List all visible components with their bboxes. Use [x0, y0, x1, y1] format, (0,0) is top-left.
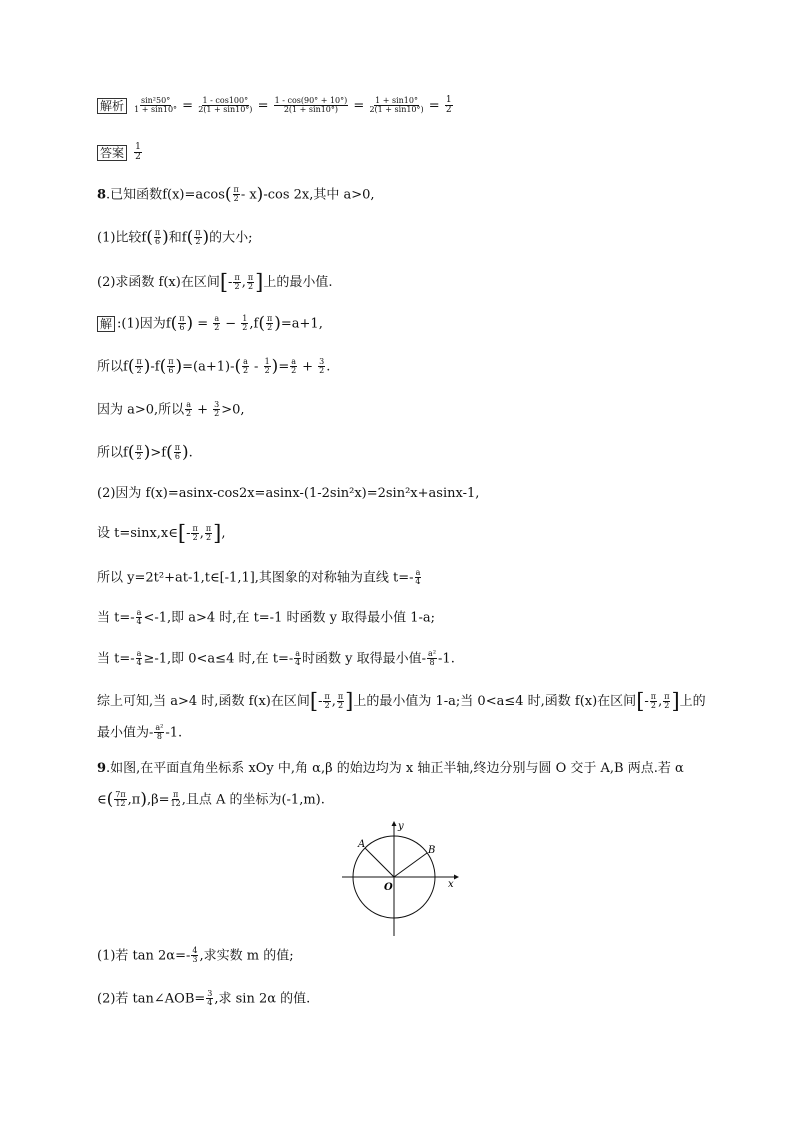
problem-8-part2: (2)求函数 f(x)在区间[- $\frac{\pi}{2}$ , $\frac{\pi}{2}$ ]上的最小值. — [97, 270, 333, 294]
fraction: $\frac{1 - \cos 100^\circ}{2(1 + \sin 10^\circ)}$ — [198, 96, 253, 115]
solution-line-8: 当 t=- $\frac{a}{4}$ <-1,即 a>4 时,在 t=-1 时函数 y 取得最小值 1-a; — [97, 608, 436, 627]
solution-line-10: 综上可知,当 a>4 时,函数 f(x)在区间[- $\frac{\pi}{2}$ , $\frac{\pi}{2}$ ]上的最小值为 1-a;当 0<a≤4 时,函数 f(x)在区间[- $\frac{\pi}{2}$ , $\frac{\pi}{2}$ ]上的 — [97, 689, 706, 713]
solution-line-3: 因为 a>0,所以 $\frac{a}{2}$ + $\frac{3}{2}$ >0, — [97, 400, 245, 419]
solution-tag: 解 — [97, 316, 115, 332]
solution-line-1: 解 :(1)因为f( $\frac{\pi}{6}$ ) = $\frac{a}{2}$ − $\frac{1}{2}$ ,f( $\frac{\pi}{2}$ )=a+1, — [97, 315, 323, 333]
fraction: $\frac{1 + \sin 10^\circ}{2(1 + \sin 10^\circ)}$ — [369, 96, 424, 115]
solution-line-6: 设 t=sinx,x∈[- $\frac{\pi}{2}$ , $\frac{\pi}{2}$ ], — [97, 521, 226, 545]
label-a: A — [358, 839, 366, 850]
fraction: $\frac{\text{sin²50°}}{1 + \sin 10^\circ}$ — [134, 96, 178, 115]
fraction: $\frac{1 - \cos(90^\circ + 10^\circ)}{2(1 + \sin 10^\circ)}$ — [274, 96, 348, 115]
answer-line — [97, 143, 143, 163]
unit-circle-figure — [338, 818, 462, 942]
solution-line-11: 最小值为- $\frac{\text{a²}}{8}$ -1. — [97, 723, 183, 742]
solution-line-4: 所以f( $\frac{\pi}{2}$ )>f( $\frac{\pi}{6}$ ). — [97, 442, 193, 463]
label-b: B — [428, 845, 436, 856]
problem-8-part1: (1)比较f( $\frac{\pi}{6}$ )和f( $\frac{\pi}{2}$ )的大小; — [97, 227, 253, 248]
problem-8-stem: 8.已知函数f(x)=acos( $\frac{\pi}{2}$ - x)-cos 2x,其中 a>0, — [97, 184, 375, 205]
solution-line-9: 当 t=- $\frac{a}{4}$ ≥-1,即 0<a≤4 时,在 t=- $\frac{a}{4}$ 时函数 y 取得最小值- $\frac{\text{a²}}{8}$ -1. — [97, 649, 455, 668]
problem-9-part1: (1)若 tan 2α=- $\frac{4}{3}$ ,求实数 m 的值; — [97, 946, 294, 965]
answer-tag: 答案 — [97, 145, 127, 161]
problem-9-stem: 9.如图,在平面直角坐标系 xOy 中,角 α,β 的始边均为 x 轴正半轴,终边分别与圆 O 交于 A,B 两点.若 α — [97, 761, 684, 776]
label-y: y — [398, 821, 404, 832]
problem-9-stem-2: ∈( $\frac{7\pi}{12}$ ,π),β= $\frac{\pi}{12}$ ,且点 A 的坐标为(-1,m). — [97, 789, 325, 810]
fraction: $\frac{1}{2}$ — [445, 95, 452, 116]
problem-9-part2: (2)若 tan∠AOB= $\frac{3}{4}$ ,求 sin 2α 的值. — [97, 989, 311, 1008]
label-x: x — [448, 879, 454, 890]
label-o: O — [384, 882, 393, 893]
solution-line-2: 所以f( $\frac{\pi}{2}$ )-f( $\frac{\pi}{6}$ )=(a+1)-( $\frac{a}{2}$ - $\frac{1}{2}$ )= $\frac{a}{2}$ + $\frac{3}{2}$ . — [97, 356, 331, 377]
solution-line-5: (2)因为 f(x)=asinx-cos2x=asinx-(1-2sin²x)=2sin²x+asinx-1, — [97, 486, 480, 501]
analysis-line: 解析 $\frac{\text{sin²50°}}{1 + \sin 10^\circ}$ = $\frac{1 - \cos 100^\circ}{2(1 + \sin 10^\circ)}$ = $\frac{1 - \cos(90^\circ + 10^\circ)}{2(1 + \sin 10^\circ)}$ = $\frac{1 + \sin 10^\circ}{2(1 + \sin 10^\circ)}$ = $\frac{1}{2}$ — [97, 96, 454, 116]
analysis-tag: 解析 — [97, 98, 127, 114]
solution-line-7: 所以 y=2t²+at-1,t∈[-1,1],其图象的对称轴为直线 t=- $\frac{a}{4}$ — [97, 568, 421, 587]
fraction: $\frac{1}{2}$ — [135, 142, 141, 163]
